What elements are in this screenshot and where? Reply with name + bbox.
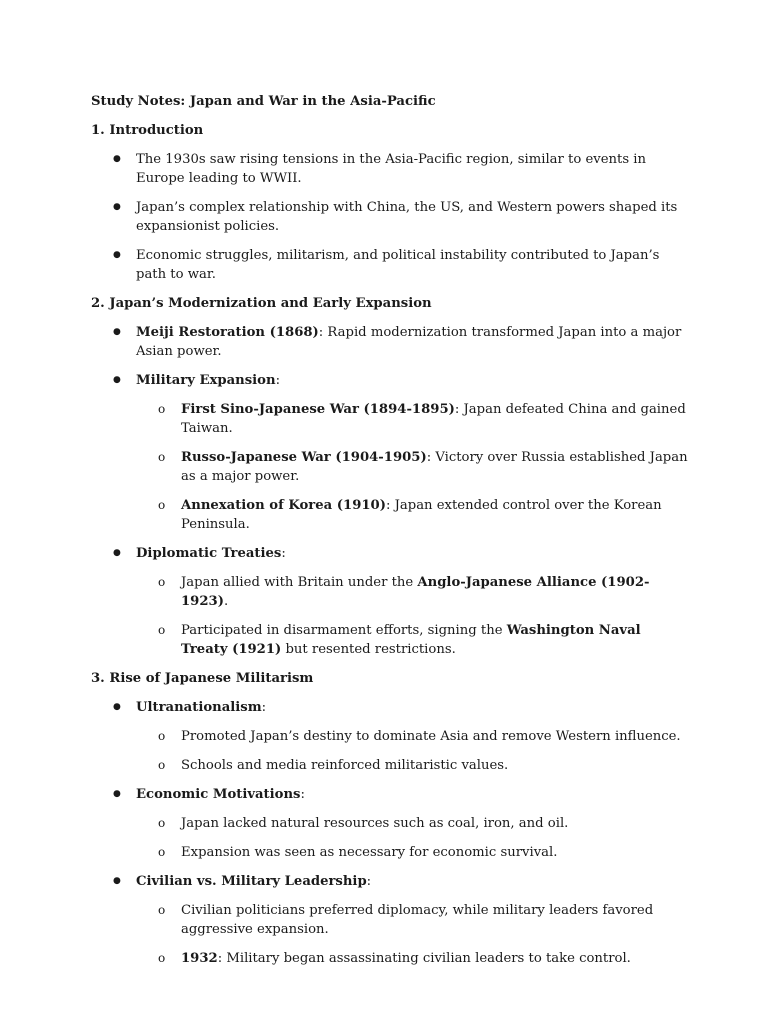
sub-bullet-item (136, 400, 691, 438)
sub-bullet-marker: o (158, 816, 166, 830)
sub-bullet-marker: o (158, 729, 166, 743)
bullet-bold-text: Ultranationalism (136, 700, 262, 715)
sub-bullet-body-text: Civilian politicians preferred diplomacy, while military leaders favored aggressive expansion. (181, 903, 654, 937)
sub-bullet-body-text: : Japan defeated China and gained Taiwan. (181, 402, 686, 436)
sub-bullet-body-text: Participated in disarmament efforts, signing the (181, 623, 507, 638)
bullet-body-text: : Rapid modernization transformed Japan into a major Asian power. (136, 325, 682, 359)
sub-bullet-text (181, 843, 691, 862)
bullet-body-text: : (275, 373, 281, 388)
bullet-item (91, 323, 691, 361)
sub-bullet-item (136, 448, 691, 486)
bullet-marker: ● (113, 702, 121, 712)
bullet-marker: ● (113, 202, 121, 212)
bullet-bold-text: Military Expansion (136, 373, 276, 388)
sub-bullet-text (181, 621, 691, 659)
section-heading: 2. Japan’s Modernization and Early Expansion (91, 296, 432, 311)
sub-bullet-text (181, 400, 691, 438)
sub-bullet-text (181, 448, 691, 486)
bullet-marker: ● (113, 548, 121, 558)
sub-bullet-body-text: but resented restrictions. (281, 642, 456, 657)
bullet-item (91, 872, 691, 968)
document-title: Study Notes: Japan and War in the Asia-Pacific (91, 94, 436, 109)
sub-bullet-text (181, 573, 691, 611)
sub-bullet-bold-text: Anglo-Japanese Alliance (1902-1923) (181, 575, 650, 609)
sub-bullet-list (136, 727, 691, 775)
sub-bullet-body-text: : Victory over Russia established Japan as a major power. (181, 450, 688, 484)
sub-bullet-marker: o (158, 951, 166, 965)
bullet-text (136, 246, 691, 284)
bullet-list (91, 323, 691, 659)
sub-bullet-body-text: : Military began assassinating civilian leaders to take control. (217, 951, 631, 966)
sub-bullet-item (136, 573, 691, 611)
sub-bullet-body-text: . (223, 594, 229, 609)
bullet-body-text: Japan’s complex relationship with China, the US, and Western powers shaped its expansionist policies. (136, 200, 678, 234)
sub-bullet-text (181, 901, 691, 939)
sub-bullet-marker: o (158, 575, 166, 589)
sub-bullet-item (136, 621, 691, 659)
section-heading: 3. Rise of Japanese Militarism (91, 671, 314, 686)
sub-bullet-text (181, 727, 691, 746)
bullet-marker: ● (113, 250, 121, 260)
bullet-item (91, 246, 691, 284)
sub-bullet-marker: o (158, 450, 166, 464)
sub-bullet-text (181, 814, 691, 833)
sub-bullet-marker: o (158, 845, 166, 859)
sub-bullet-bold-text: Russo-Japanese War (1904-1905) (181, 450, 427, 465)
sub-bullet-list (136, 400, 691, 534)
bullet-list (91, 698, 691, 968)
bullet-item (91, 150, 691, 188)
bullet-text (136, 872, 691, 891)
sub-bullet-item (136, 496, 691, 534)
bullet-marker: ● (113, 789, 121, 799)
sub-bullet-list (136, 814, 691, 862)
sub-bullet-marker: o (158, 758, 166, 772)
sub-bullet-item (136, 949, 691, 968)
sub-bullet-item (136, 901, 691, 939)
sub-bullet-text (181, 496, 691, 534)
bullet-bold-text: Diplomatic Treaties (136, 546, 282, 561)
sub-bullet-item (136, 843, 691, 862)
bullet-marker: ● (113, 154, 121, 164)
bullet-text (136, 198, 691, 236)
bullet-text (136, 150, 691, 188)
bullet-item (91, 371, 691, 534)
sub-bullet-body-text: Expansion was seen as necessary for economic survival. (181, 845, 558, 860)
sub-bullet-bold-text: Annexation of Korea (1910) (181, 498, 386, 513)
bullet-body-text: Economic struggles, militarism, and political instability contributed to Japan’s path to war. (136, 248, 660, 282)
sub-bullet-body-text: Japan lacked natural resources such as coal, iron, and oil. (181, 816, 569, 831)
bullet-item (91, 785, 691, 862)
bullet-body-text: : (300, 787, 305, 802)
bullet-bold-text: Civilian vs. Military Leadership (136, 874, 367, 889)
bullet-item (91, 698, 691, 775)
sub-bullet-marker: o (158, 498, 166, 512)
sub-bullet-list (136, 573, 691, 659)
sub-bullet-marker: o (158, 623, 166, 637)
sub-bullet-body-text: Schools and media reinforced militaristic values. (181, 758, 509, 773)
bullet-bold-text: Economic Motivations (136, 787, 301, 802)
sub-bullet-item (136, 727, 691, 746)
bullet-text (136, 323, 691, 361)
sub-bullet-text (181, 949, 691, 968)
bullet-marker: ● (113, 327, 121, 337)
sub-bullet-list (136, 901, 691, 968)
sub-bullet-body-text: Japan allied with Britain under the (181, 575, 418, 590)
sub-bullet-bold-text: First Sino-Japanese War (1894-1895) (181, 402, 455, 417)
sub-bullet-marker: o (158, 402, 166, 416)
bullet-bold-text: Meiji Restoration (1868) (136, 325, 319, 340)
bullet-marker: ● (113, 375, 121, 385)
sub-bullet-item (136, 756, 691, 775)
bullet-item (91, 544, 691, 659)
sub-bullet-marker: o (158, 903, 166, 917)
bullet-text (136, 698, 691, 717)
sections-container (91, 121, 691, 968)
sub-bullet-body-text: Promoted Japan’s destiny to dominate Asia and remove Western influence. (181, 729, 681, 744)
bullet-body-text: The 1930s saw rising tensions in the Asia-Pacific region, similar to events in Europe leading to WWII. (136, 152, 646, 186)
sub-bullet-bold-text: Washington Naval Treaty (1921) (181, 623, 641, 657)
bullet-body-text: : (366, 874, 372, 889)
sub-bullet-body-text: : Japan extended control over the Korean Peninsula. (181, 498, 662, 532)
bullet-text (136, 371, 691, 390)
bullet-body-text: : (281, 546, 286, 561)
sub-bullet-text (181, 756, 691, 775)
bullet-item (91, 198, 691, 236)
bullet-list (91, 150, 691, 284)
sub-bullet-bold-text: 1932 (181, 951, 218, 966)
bullet-text (136, 544, 691, 563)
bullet-body-text: : (261, 700, 267, 715)
sub-bullet-item (136, 814, 691, 833)
bullet-text (136, 785, 691, 804)
section-heading: 1. Introduction (91, 123, 204, 138)
study-notes (91, 92, 691, 978)
bullet-marker: ● (113, 876, 121, 886)
